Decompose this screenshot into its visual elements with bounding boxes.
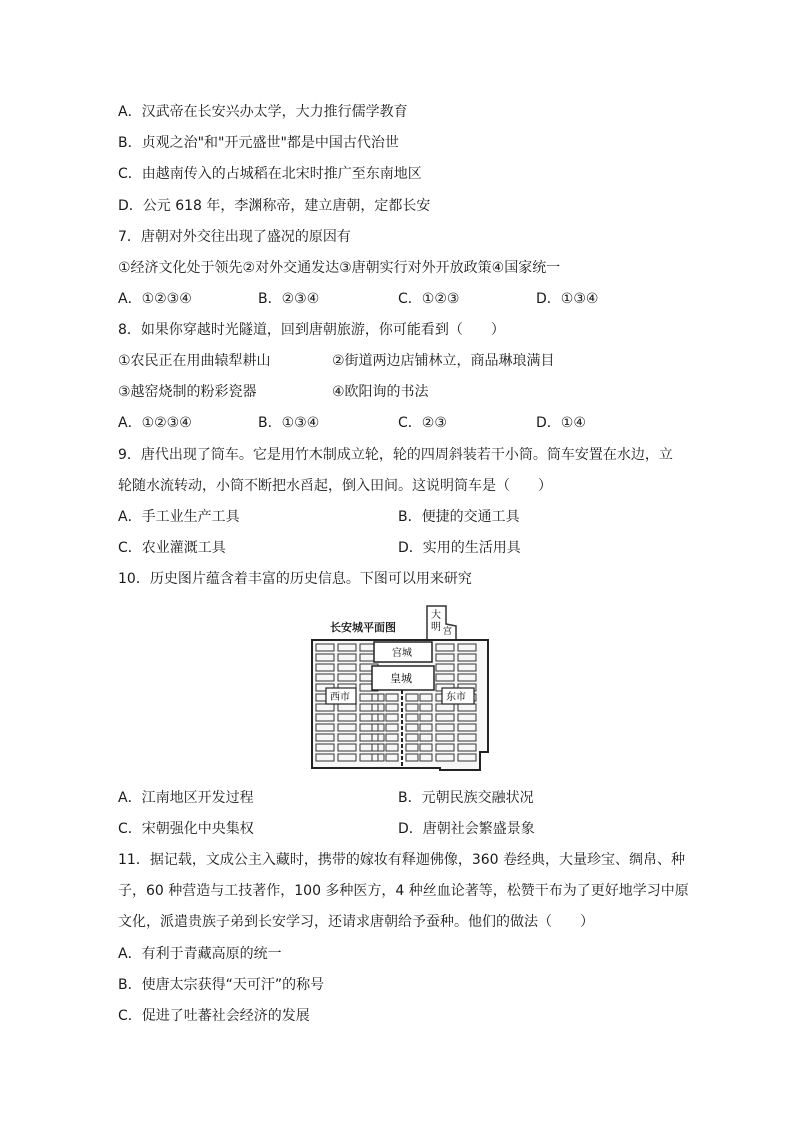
q9-option-c: C．农业灌溉工具	[118, 540, 226, 556]
q8-item-2: ②街道两边店铺林立，商品琳琅满目	[332, 353, 555, 369]
q8-option-a: A．①②③④	[118, 415, 192, 431]
q8-stem: 8．如果你穿越时光隧道，回到唐朝旅游，你可能看到（ ）	[118, 322, 505, 338]
q8-item-4: ④欧阳询的书法	[332, 384, 429, 400]
q7-stem: 7．唐朝对外交往出现了盛况的原因有	[118, 229, 351, 245]
q11-option-a: A．有利于青藏高原的统一	[118, 946, 282, 962]
q6-option-a: A．汉武帝在长安兴办太学，大力推行儒学教育	[118, 104, 408, 120]
daming-label-2: 明	[431, 622, 441, 633]
q8-item-1: ①农民正在用曲辕犁耕山	[118, 353, 271, 369]
q10-option-c: C．宋朝强化中央集权	[118, 821, 254, 837]
q9-stem-line-2: 轮随水流转动，小筒不断把水舀起，倒入田间。这说明筒车是（ ）	[118, 478, 552, 494]
q7-option-a: A．①②③④	[118, 291, 192, 307]
q11-stem-line-2: 子，60 种营造与工技著作，100 多种医方，4 种丝血论著等，松赞干布为了更好地学习中原	[118, 883, 689, 899]
q11-option-c: C．促进了吐蕃社会经济的发展	[118, 1008, 310, 1024]
q10-option-a: A．江南地区开发过程	[118, 790, 254, 806]
q6-option-b: B．贞观之治"和"开元盛世"都是中国古代治世	[118, 135, 399, 151]
dongshi-label: 东市	[446, 692, 466, 703]
q11-stem-line-3: 文化，派遣贵族子弟到长安学习，还请求唐朝给予蚕种。他们的做法（ ）	[118, 914, 594, 930]
gongcheng-label: 宫城	[392, 648, 412, 659]
q8-item-3: ③越窑烧制的粉彩瓷器	[118, 384, 257, 400]
q7-option-c: C．①②③	[398, 291, 460, 307]
q6-option-d: D．公元 618 年，李渊称帝，建立唐朝，定都长安	[118, 198, 431, 214]
q6-option-c: C．由越南传入的占城稻在北宋时推广至东南地区	[118, 166, 422, 182]
huangcheng-label: 皇城	[390, 672, 412, 685]
q10-option-b: B．元朝民族交融状况	[398, 790, 534, 806]
q11-stem-line-1: 11．据记载，文成公主入藏时，携带的嫁妆有释迦佛像，360 卷经典，大量珍宝、绸帛、种	[118, 852, 685, 868]
q7-items: ①经济文化处于领先②对外交通发达③唐朝实行对外开放政策④国家统一	[118, 260, 561, 276]
q9-option-d: D．实用的生活用具	[398, 540, 521, 556]
daming-label-3: 宫	[443, 627, 453, 637]
q7-option-b: B．②③④	[258, 291, 320, 307]
q9-stem-line-1: 9．唐代出现了筒车。它是用竹木制成立轮，轮的四周斜装若干小筒。筒车安置在水边，立	[118, 447, 673, 463]
q8-option-c: C．②③	[398, 415, 447, 431]
map-title: 长安城平面图	[330, 621, 396, 634]
q11-option-b: B．使唐太宗获得“天可汗”的称号	[118, 977, 325, 993]
xishi-label: 西市	[330, 692, 350, 703]
q10-stem: 10．历史图片蕴含着丰富的历史信息。下图可以用来研究	[118, 571, 472, 587]
q10-option-d: D．唐朝社会繁盛景象	[398, 821, 535, 837]
q7-option-d: D．①③④	[536, 291, 599, 307]
q8-option-b: B．①③④	[258, 415, 320, 431]
q8-option-d: D．①④	[536, 415, 586, 431]
daming-label-1: 大	[431, 610, 441, 621]
q9-option-a: A．手工业生产工具	[118, 509, 240, 525]
q9-option-b: B．便捷的交通工具	[398, 509, 520, 525]
